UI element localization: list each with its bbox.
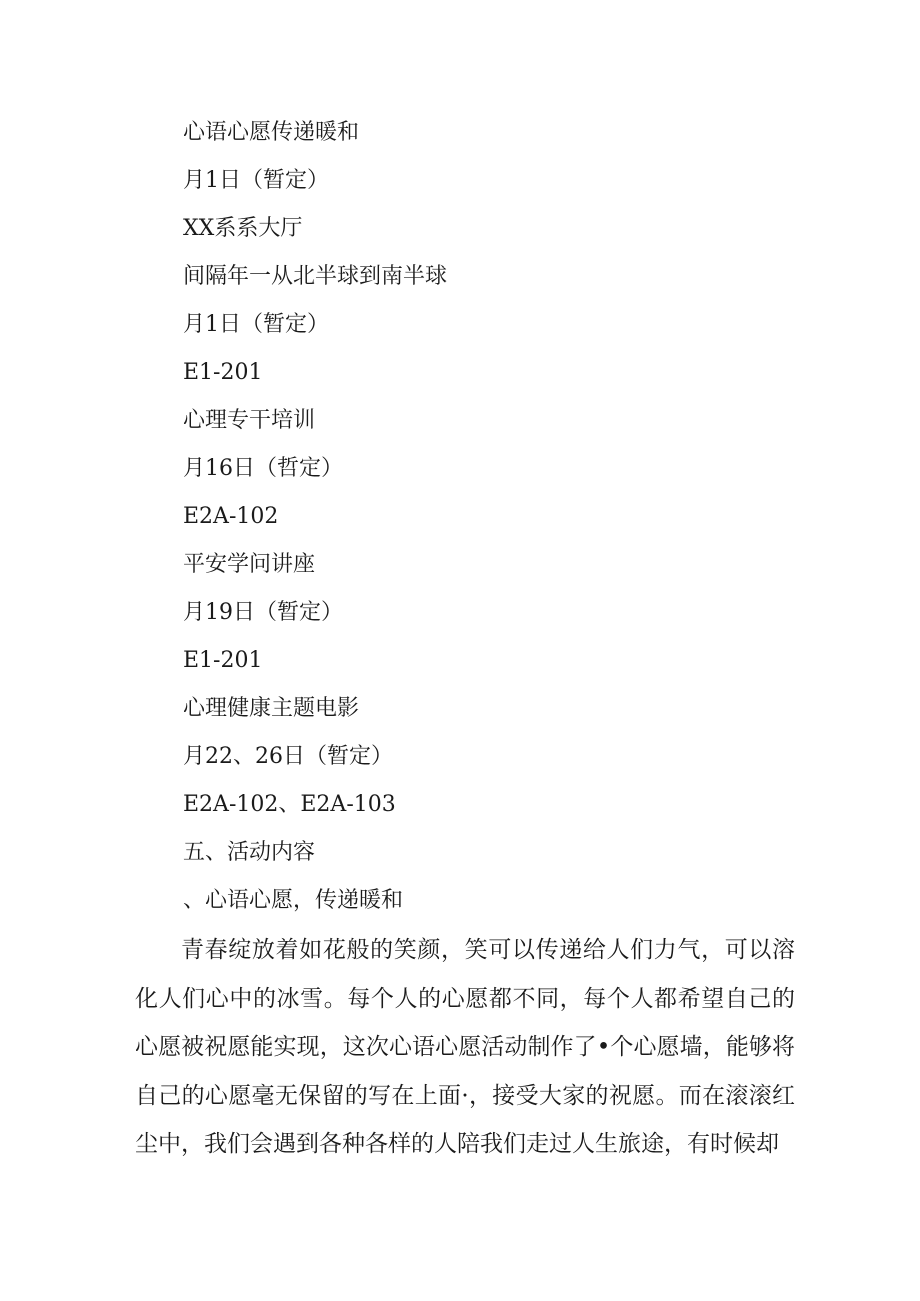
schedule-line: E1-201 [183, 648, 263, 673]
schedule-line: XX系系大厅 [183, 216, 303, 241]
schedule-line: 月16日（哲定） [183, 456, 343, 481]
schedule-line: 月22、26日（暂定） [183, 744, 393, 769]
schedule-line: 心理健康主题电影 [183, 696, 360, 721]
schedule-line: E1-201 [183, 360, 263, 385]
schedule-line: 月1日（暂定） [183, 312, 329, 337]
schedule-line: 心理专干培训 [183, 408, 316, 433]
section-heading: 五、活动内容 [183, 840, 316, 865]
schedule-line: 心语心愿传递暖和 [183, 120, 360, 145]
schedule-line: 平安学问讲座 [183, 552, 316, 577]
schedule-line: E2A-102、E2A-103 [183, 792, 396, 817]
schedule-line: E2A-102 [183, 504, 279, 529]
body-paragraph: 青春绽放着如花般的笑颜，笑可以传递给人们力气，可以溶化人们心中的冰雪。每个人的心愿都不同，每个人都希望自己的心愿被祝愿能实现，这次心语心愿活动制作了•个心愿墙，能够将自己的心愿毫无保留的写在上面·，接受大家的祝愿。而在滚滚红尘中，我们会遇到各种各样的人陪我们走过人生旅途，有时候却 [135, 937, 795, 1157]
schedule-line: 月19日（暂定） [183, 600, 343, 625]
subsection-heading: 、心语心愿，传递暖和 [183, 888, 404, 913]
schedule-line: 月1日（暂定） [183, 168, 329, 193]
schedule-line: 间隔年一从北半球到南半球 [183, 264, 448, 289]
